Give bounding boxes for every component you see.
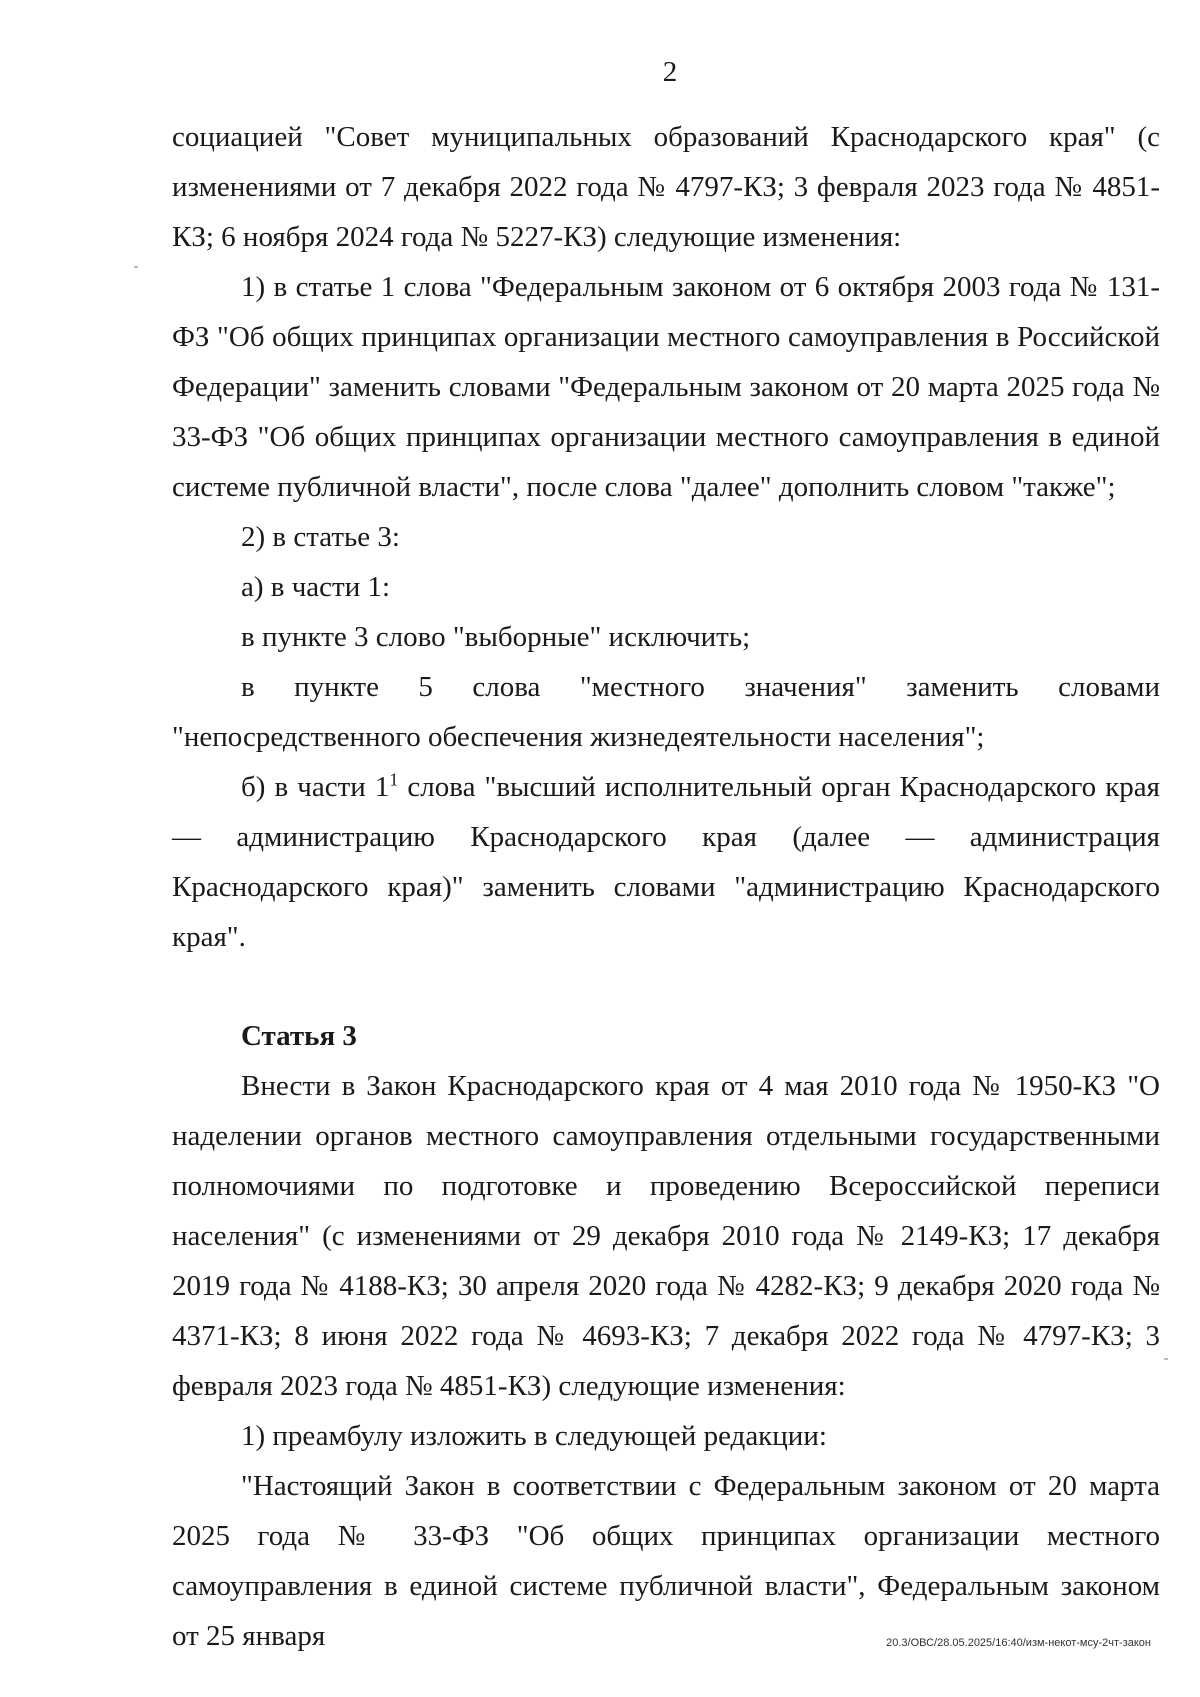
- subitem-b-text-start: б) в части 1: [241, 771, 390, 803]
- subitem-b-text-end: слова "высший исполнительный орган Краснодарского края — администрацию Краснодарского края (далее — администрация Краснодарского края)" заменить словами "администрацию Краснодарского края".: [172, 771, 1160, 953]
- paragraph-continuation: социацией "Совет муниципальных образований Краснодарского края" (с изменениями от 7 декабря 2022 года № 4797-КЗ; 3 февраля 2023 года № 4851-КЗ; 6 ноября 2024 года № 5227-КЗ) следующие изменения:: [172, 121, 1160, 253]
- page-number: 2: [662, 56, 678, 88]
- document-body: [172, 112, 1160, 1661]
- paragraph-article-3-item-1: 1) преамбулу изложить в следующей редакции:: [241, 1420, 827, 1452]
- article-heading: Статья 3: [241, 1020, 357, 1052]
- scan-mark-right: [1164, 1358, 1168, 1360]
- paragraph-item-1: 1) в статье 1 слова "Федеральным законом от 6 октября 2003 года № 131-ФЗ "Об общих принципах организации местного самоуправления в Российской Федерации" заменить словами "Федеральным законом от 20 марта 2025 года № 33-ФЗ "Об общих принципах организации местного самоуправления в единой системе публичной власти", после слова "далее" дополнить словом "также";: [172, 271, 1160, 503]
- superscript: 1: [389, 769, 399, 790]
- paragraph-subitem-a: а) в части 1:: [241, 571, 391, 603]
- paragraph-preamble-quote: "Настоящий Закон в соответствии с Федеральным законом от 20 марта 2025 года № 33-ФЗ "Об общих принципах организации местного самоуправления в единой системе публичной власти", Федеральным законом от 25 января: [172, 1470, 1160, 1652]
- paragraph-article-3-intro: Внести в Закон Краснодарского края от 4 мая 2010 года № 1950-КЗ "О наделении органов местного самоуправления отдельными государственными полномочиями по подготовке и проведению Всероссийской переписи населения" (с изменениями от 29 декабря 2010 года № 2149-КЗ; 17 декабря 2019 года № 4188-КЗ; 30 апреля 2020 года № 4282-КЗ; 9 декабря 2020 года № 4371-КЗ; 8 июня 2022 года № 4693-КЗ; 7 декабря 2022 года № 4797-КЗ; 3 февраля 2023 года № 4851-КЗ) следующие изменения:: [172, 1070, 1160, 1402]
- paragraph-subitem-b: [172, 762, 1160, 962]
- paragraph-point-5: в пункте 5 слова "местного значения" заменить словами "непосредственного обеспечения жизнедеятельности населения";: [172, 671, 1160, 753]
- paragraph-item-2: 2) в статье 3:: [241, 521, 400, 553]
- scan-mark-left: [134, 266, 138, 268]
- document-footer-code: 20.3/ОВС/28.05.2025/16:40/изм-некот-мсу-2чт-закон: [886, 1637, 1151, 1649]
- paragraph-point-3: в пункте 3 слово "выборные" исключить;: [241, 621, 751, 653]
